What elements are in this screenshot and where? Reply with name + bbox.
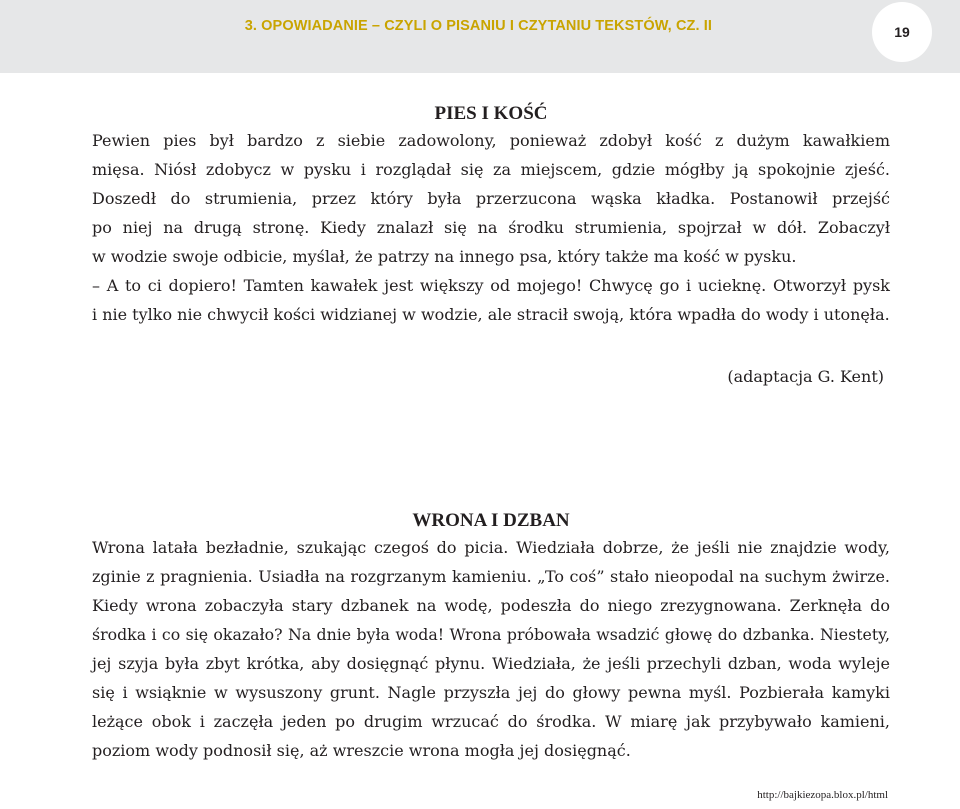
page-number: 19 bbox=[872, 2, 932, 62]
story1-line: i nie tylko nie chwycił kości widzianej w wodzie, ale stracił swoją, która wpadła do wody i utonęła. bbox=[92, 305, 890, 324]
story1-attribution: (adaptacja G. Kent) bbox=[727, 367, 884, 386]
story2-line: się i wsiąknie w wysuszony grunt. Nagle przyszła jej do głowy pewna myśl. Pozbierała kamyki bbox=[92, 683, 890, 702]
story1-line: w wodzie swoje odbicie, myślał, że patrzy na innego psa, który także ma kość w pysku. bbox=[92, 247, 797, 266]
story2-line: Kiedy wrona zobaczyła stary dzbanek na wodę, podeszła do niego zrezygnowana. Zerknęła do bbox=[92, 596, 890, 615]
story2-line: poziom wody podnosił się, aż wreszcie wrona mogła jej dosięgnąć. bbox=[92, 741, 631, 760]
story-title-pies-i-kosc: PIES I KOŚĆ bbox=[434, 103, 548, 124]
story2-line: zginie z pragnienia. Usiadła na rozgrzanym kamieniu. „To coś” stało nieopodal na suchym żwirze. bbox=[92, 567, 890, 586]
story1-line: po niej na drugą stronę. Kiedy znalazł się na środku strumienia, spojrzał w dół. Zobaczył bbox=[92, 218, 890, 237]
story1-line: mięsa. Niósł zdobycz w pysku i rozglądał się za miejscem, gdzie mógłby ją spokojnie zjeść. bbox=[92, 160, 890, 179]
chapter-title: 3. OPOWIADANIE – CZYLI O PISANIU I CZYTANIU TEKSTÓW, CZ. II bbox=[244, 18, 712, 34]
story2-line: leżące obok i zaczęła jeden po drugim wrzucać do środka. W miarę jak przybywało kamieni, bbox=[92, 712, 890, 731]
story2-line: jej szyja była zbyt krótka, aby dosięgnąć płynu. Wiedziała, że jeśli przechyli dzban, woda wyleje bbox=[92, 654, 890, 673]
story-title-wrona-i-dzban: WRONA I DZBAN bbox=[412, 510, 570, 531]
source-url: http://bajkiezopa.blox.pl/html bbox=[757, 789, 888, 801]
page-header bbox=[0, 0, 960, 73]
story1-line: Pewien pies był bardzo z siebie zadowolony, ponieważ zdobył kość z dużym kawałkiem bbox=[92, 131, 890, 150]
story2-line: środka i co się okazało? Na dnie była woda! Wrona próbowała wsadzić głowę do dzbanka. Niestety, bbox=[92, 625, 890, 644]
story2-line: Wrona latała bezładnie, szukając czegoś do picia. Wiedziała dobrze, że jeśli nie znajdzie wody, bbox=[92, 538, 890, 557]
story1-line: – A to ci dopiero! Tamten kawałek jest większy od mojego! Chwycę go i ucieknę. Otworzył pysk bbox=[92, 276, 890, 295]
story1-line: Doszedł do strumienia, przez który była przerzucona wąska kładka. Postanowił przejść bbox=[92, 189, 890, 208]
